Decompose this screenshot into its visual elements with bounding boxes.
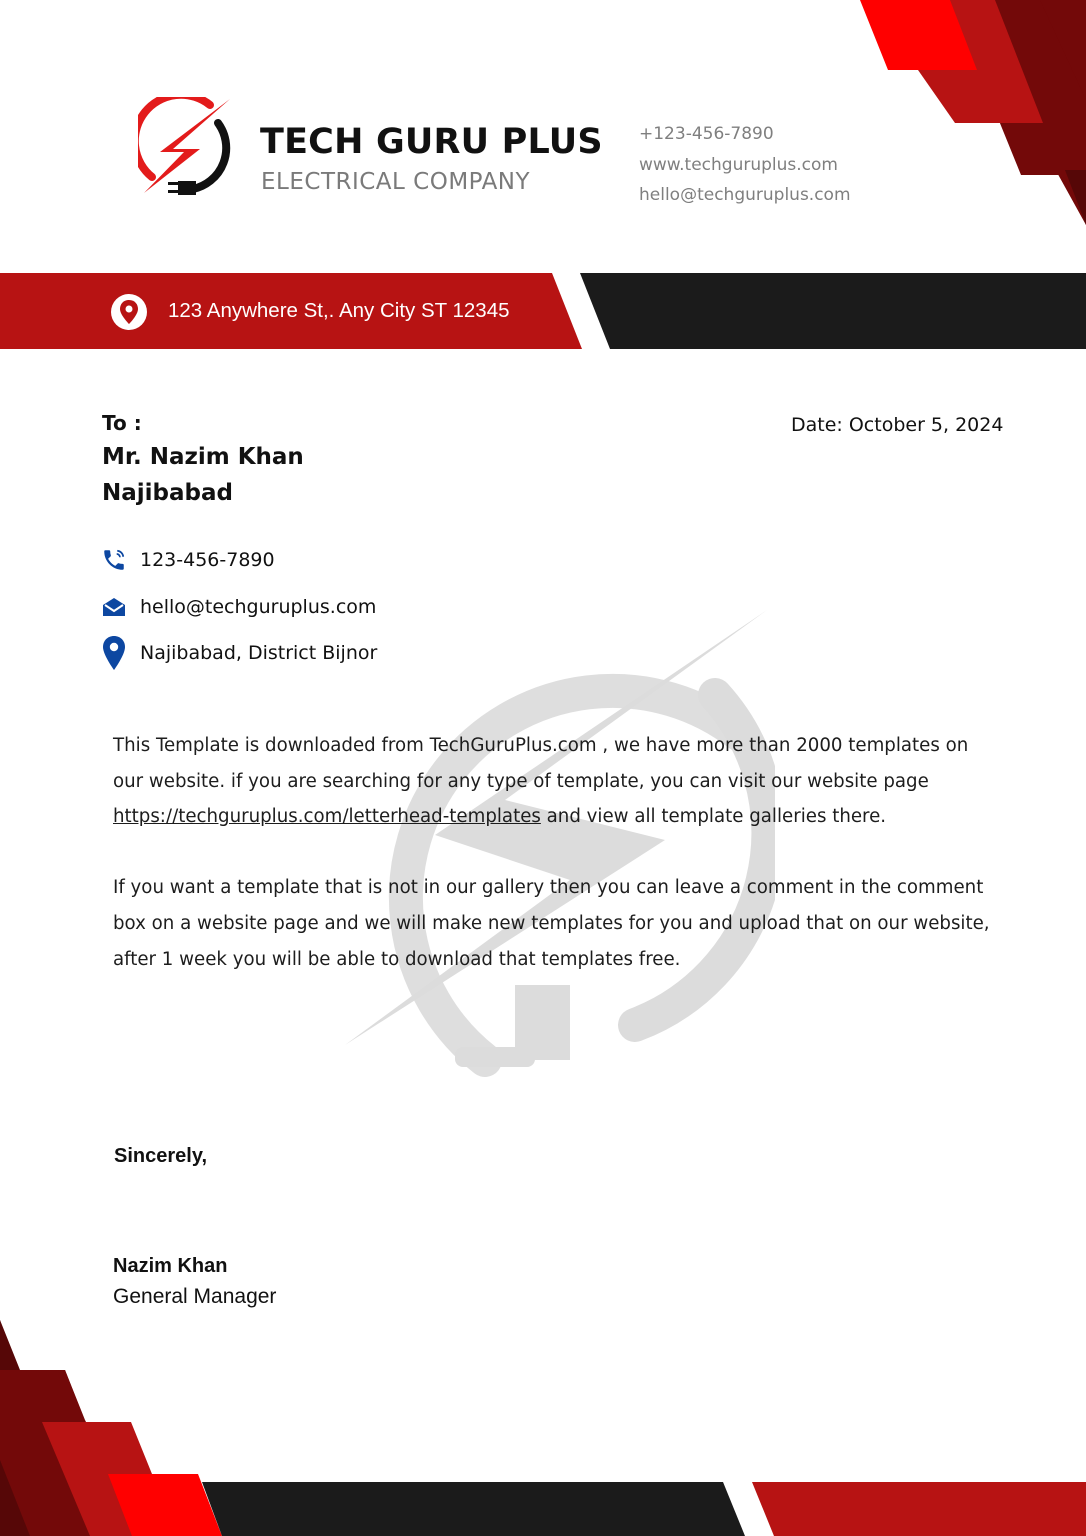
letter-body <box>113 728 993 1013</box>
signer-title: General Manager <box>113 1285 277 1308</box>
to-label: To : <box>102 411 142 435</box>
recipient-city: Najibabad <box>102 480 233 506</box>
body-paragraph-2: If you want a template that is not in our gallery then you can leave a comment in the comment box on a website page and we will make new templates for you and upload that on our website, after 1 week you will be able to download that templates free. <box>113 877 990 970</box>
header-website[interactable]: www.techguruplus.com <box>639 154 838 175</box>
letterhead-templates-link[interactable]: https://techguruplus.com/letterhead-templates <box>113 806 541 828</box>
signer-name: Nazim Khan <box>113 1255 228 1277</box>
closing-salutation: Sincerely, <box>114 1145 208 1167</box>
header-email[interactable]: hello@techguruplus.com <box>639 185 851 205</box>
recipient-phone: 123-456-7890 <box>140 549 275 571</box>
brand-subtitle: ELECTRICAL COMPANY <box>261 169 531 195</box>
bottom-band-black <box>202 1482 745 1536</box>
recipient-location: Najibabad, District Bijnor <box>140 642 378 664</box>
mail-icon <box>100 592 128 622</box>
address-band-black <box>580 273 1086 349</box>
phone-icon <box>100 545 128 575</box>
paragraph-1-text-start: This Template is downloaded from TechGuruPlus.com , we have more than 2000 templates on our website. if you are searching for any type of template, you can visit our website page <box>113 735 969 792</box>
letter-date: Date: October 5, 2024 <box>791 414 1004 436</box>
recipient-location-row <box>100 636 377 670</box>
brand-logo-icon <box>138 97 238 199</box>
location-icon <box>100 638 128 668</box>
recipient-name: Mr. Nazim Khan <box>102 444 304 470</box>
bottom-band-red <box>752 1482 1086 1536</box>
header-phone: +123-456-7890 <box>639 124 774 144</box>
recipient-email[interactable]: hello@techguruplus.com <box>140 596 377 618</box>
paragraph-1-text-end: and view all template galleries there. <box>540 806 887 828</box>
body-paragraph-1 <box>113 728 993 835</box>
company-address: 123 Anywhere St,. Any City ST 12345 <box>168 299 510 322</box>
header-contact-block <box>639 119 851 211</box>
brand-title: TECH GURU PLUS <box>260 122 603 162</box>
recipient-phone-row <box>100 543 275 577</box>
map-pin-icon <box>110 293 148 331</box>
recipient-email-row <box>100 590 376 624</box>
